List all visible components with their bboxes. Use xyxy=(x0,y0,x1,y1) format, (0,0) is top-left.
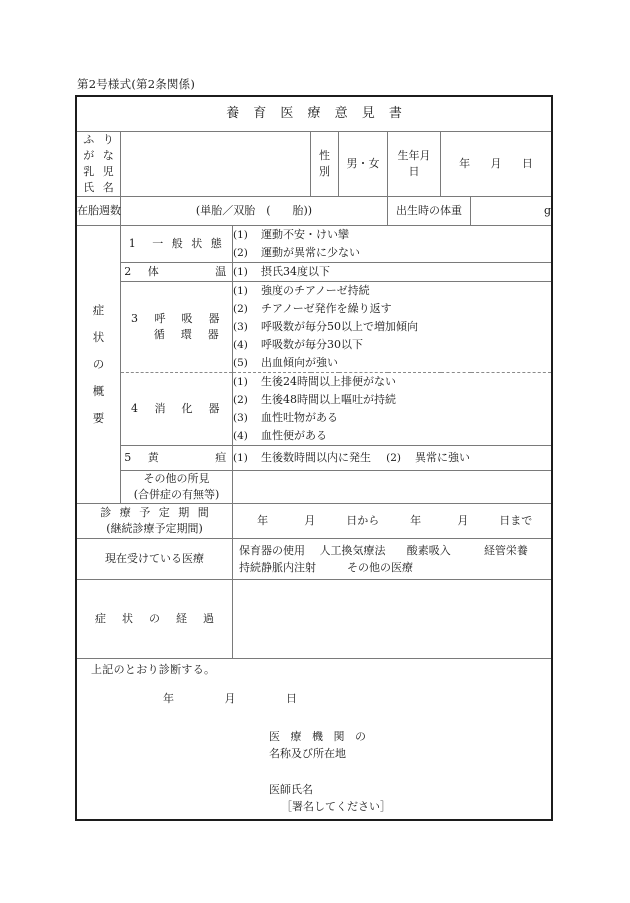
item-number: (1) xyxy=(233,284,248,297)
symptom-item[interactable] xyxy=(233,336,551,354)
sex-options[interactable]: 男・女 xyxy=(339,132,388,197)
current-care-line-2 xyxy=(239,559,551,576)
item-number: (3) xyxy=(233,320,248,333)
signature-note[interactable]: ［署名してください］ xyxy=(281,799,391,813)
symptom-item[interactable] xyxy=(233,373,551,391)
institution-label-line1: 医 療 機 関 の xyxy=(269,730,370,744)
form-title-cell xyxy=(77,97,552,132)
symptom-3-items xyxy=(233,281,552,372)
statement-year[interactable]: 年 xyxy=(163,692,174,706)
symptom-course-label xyxy=(77,579,233,658)
treatment-period-label-line2: (継続診療予定期間) xyxy=(106,521,203,535)
period-to-month[interactable]: 月 xyxy=(457,513,469,527)
symptom-group-1 xyxy=(77,225,552,262)
current-care-line-1 xyxy=(239,542,551,559)
period-from-day[interactable]: 日から xyxy=(346,513,380,527)
period-to-year[interactable]: 年 xyxy=(410,513,422,527)
sex-label xyxy=(311,132,339,197)
form-code: 第2号様式(第2条関係) xyxy=(77,77,196,91)
symptom-course-input[interactable] xyxy=(233,579,552,658)
doctor-block xyxy=(91,782,551,815)
symptoms-vertical-label xyxy=(77,225,121,503)
care-option-other[interactable]: その他の医療 xyxy=(347,560,413,574)
item-text: 出血傾向が強い xyxy=(261,355,338,369)
other-findings-label-line1: その他の所見 xyxy=(143,471,210,485)
birthdate-fields[interactable] xyxy=(441,132,552,197)
statement-cell xyxy=(77,658,552,819)
title-row xyxy=(77,97,552,132)
statement-day[interactable]: 日 xyxy=(286,692,297,706)
treatment-period-fields[interactable] xyxy=(233,503,552,538)
current-care-options xyxy=(233,538,552,579)
other-findings-input[interactable] xyxy=(233,470,552,503)
sex-label-line2: 別 xyxy=(319,164,330,178)
period-to-day[interactable]: 日まで xyxy=(499,513,533,527)
gestation-label: 在胎週数 xyxy=(77,196,121,225)
care-option-incubator[interactable]: 保育器の使用 xyxy=(239,543,305,557)
item-number: (4) xyxy=(233,429,248,442)
item-text: 運動不安・けい攣 xyxy=(261,227,349,241)
symptom-5-items xyxy=(233,445,552,470)
item-number: (5) xyxy=(233,356,248,369)
birth-year-field[interactable]: 年 xyxy=(459,156,471,170)
item-number: (1) xyxy=(233,451,248,464)
symptom-group-3 xyxy=(77,281,552,372)
item-number: (1) xyxy=(233,228,248,241)
item-text: チアノーゼ発作を繰り返す xyxy=(261,301,392,315)
symptom-group-5 xyxy=(77,445,552,470)
item-text: 強度のチアノーゼ持続 xyxy=(261,283,370,297)
symptom-4-name: 消 化 器 xyxy=(154,401,222,415)
symptom-group-2 xyxy=(77,262,552,281)
symptoms-label-char-4: 要 xyxy=(92,410,105,425)
institution-block xyxy=(91,729,551,762)
item-number: (4) xyxy=(233,338,248,351)
item-text: 呼吸数が毎分50以上で増加傾向 xyxy=(261,319,418,333)
other-findings-label-line2: (合併症の有無等) xyxy=(133,487,220,501)
item-number: (2) xyxy=(233,246,248,259)
item-text: 生後数時間以内に発生 xyxy=(261,450,371,464)
treatment-period-label-line1: 診 療 予 定 期 間 xyxy=(100,505,212,519)
period-from-year[interactable]: 年 xyxy=(257,513,269,527)
symptom-item[interactable] xyxy=(233,282,551,300)
symptom-2-items xyxy=(233,262,552,281)
symptoms-label-char-2: の xyxy=(92,356,105,371)
symptom-item[interactable] xyxy=(233,263,551,281)
gestation-row xyxy=(77,196,552,225)
period-from-month[interactable]: 月 xyxy=(304,513,316,527)
birthdate-label-line1: 生年月 xyxy=(397,148,431,162)
statement-month[interactable]: 月 xyxy=(224,692,236,706)
treatment-period-label xyxy=(77,503,233,538)
birthdate-label xyxy=(388,132,441,197)
statement-row xyxy=(77,658,552,819)
symptom-item[interactable] xyxy=(233,226,551,244)
symptom-1-number: 1 xyxy=(128,236,136,250)
symptom-item[interactable] xyxy=(233,427,551,445)
symptom-2-name: 体 温 xyxy=(147,264,229,278)
symptom-course-label-text: 症 状 の 経 過 xyxy=(95,611,217,625)
doctor-name-label: 医師氏名 xyxy=(269,783,313,797)
symptom-4-label xyxy=(121,372,233,445)
statement-date-fields[interactable] xyxy=(91,691,551,707)
care-option-ventilation[interactable]: 人工換気療法 xyxy=(319,543,386,557)
symptom-course-row xyxy=(77,579,552,658)
symptom-5-label xyxy=(121,445,233,470)
symptom-4-items xyxy=(233,372,552,445)
care-option-oxygen[interactable]: 酸素吸入 xyxy=(406,543,451,557)
symptom-item[interactable] xyxy=(233,409,551,427)
other-findings-row xyxy=(77,470,552,503)
institution-label-line2: 名称及び所在地 xyxy=(269,746,346,760)
item-text: 血性吐物がある xyxy=(261,410,338,424)
symptom-5-name: 黄 疸 xyxy=(147,450,229,464)
item-text: 生後24時間以上排便がない xyxy=(261,374,396,388)
other-findings-label xyxy=(121,470,233,503)
current-care-row xyxy=(77,538,552,579)
birth-day-field[interactable]: 日 xyxy=(521,156,533,170)
symptom-item[interactable] xyxy=(233,449,551,467)
symptoms-label-char-3: 概 xyxy=(92,383,105,398)
item-number: (1) xyxy=(233,375,248,388)
item-text: 血性便がある xyxy=(261,428,327,442)
symptom-item[interactable] xyxy=(233,354,551,372)
furigana-label: ふ り が な xyxy=(83,133,117,162)
symptoms-label-char-1: 状 xyxy=(92,329,105,344)
birthdate-label-line2: 日 xyxy=(408,164,420,178)
symptom-3-name-line1: 呼 吸 器 xyxy=(154,311,222,325)
birth-month-field[interactable]: 月 xyxy=(490,156,502,170)
symptom-3-label xyxy=(121,281,233,372)
item-text: 異常に強い xyxy=(415,450,470,464)
item-text: 呼吸数が毎分30以下 xyxy=(261,337,363,351)
name-row xyxy=(77,132,552,197)
care-option-iv-infusion[interactable]: 持続静脈内注射 xyxy=(239,560,316,574)
symptom-3-number: 3 xyxy=(131,311,138,325)
symptom-item[interactable] xyxy=(233,244,551,262)
symptom-1-label xyxy=(121,225,233,262)
current-care-label: 現在受けている医療 xyxy=(77,538,233,579)
item-text: 運動が異常に少ない xyxy=(261,245,360,259)
item-number: (2) xyxy=(233,302,248,315)
symptom-item[interactable] xyxy=(233,300,551,318)
symptom-4-number: 4 xyxy=(131,401,138,415)
infant-name-label xyxy=(77,132,121,197)
infant-name-input[interactable] xyxy=(121,132,311,197)
item-number: (2) xyxy=(386,451,401,464)
item-number: (3) xyxy=(233,411,248,424)
diagnosis-statement: 上記のとおり診断する。 xyxy=(91,663,216,677)
treatment-period-row xyxy=(77,503,552,538)
symptom-item[interactable] xyxy=(233,318,551,336)
symptom-2-number: 2 xyxy=(124,264,132,278)
symptom-3-name-line2: 循 環 器 xyxy=(153,327,222,341)
item-number: (2) xyxy=(233,393,248,406)
symptom-item[interactable] xyxy=(233,391,551,409)
gestation-value[interactable]: (単胎／双胎 ( 胎)) xyxy=(121,196,388,225)
birth-weight-input[interactable]: g xyxy=(471,196,552,225)
item-number: (1) xyxy=(233,265,248,278)
symptom-1-items xyxy=(233,225,552,262)
birth-weight-label: 出生時の体重 xyxy=(388,196,471,225)
sex-label-line1: 性 xyxy=(319,148,330,162)
item-text: 摂氏34度以下 xyxy=(261,264,330,278)
symptom-5-number: 5 xyxy=(124,450,132,464)
form-title: 養 育 医 療 意 見 書 xyxy=(226,105,407,121)
symptoms-label-char-0: 症 xyxy=(92,302,105,317)
medical-opinion-form xyxy=(76,96,552,820)
infant-name-label-text: 乳 児 氏 名 xyxy=(83,164,117,194)
item-text: 生後48時間以上嘔吐が持続 xyxy=(261,392,396,406)
care-option-tube-feeding[interactable]: 経管栄養 xyxy=(483,543,528,557)
symptom-group-4 xyxy=(77,372,552,445)
symptom-2-label xyxy=(121,262,233,281)
symptom-1-name: 一 般 状 態 xyxy=(152,236,225,250)
